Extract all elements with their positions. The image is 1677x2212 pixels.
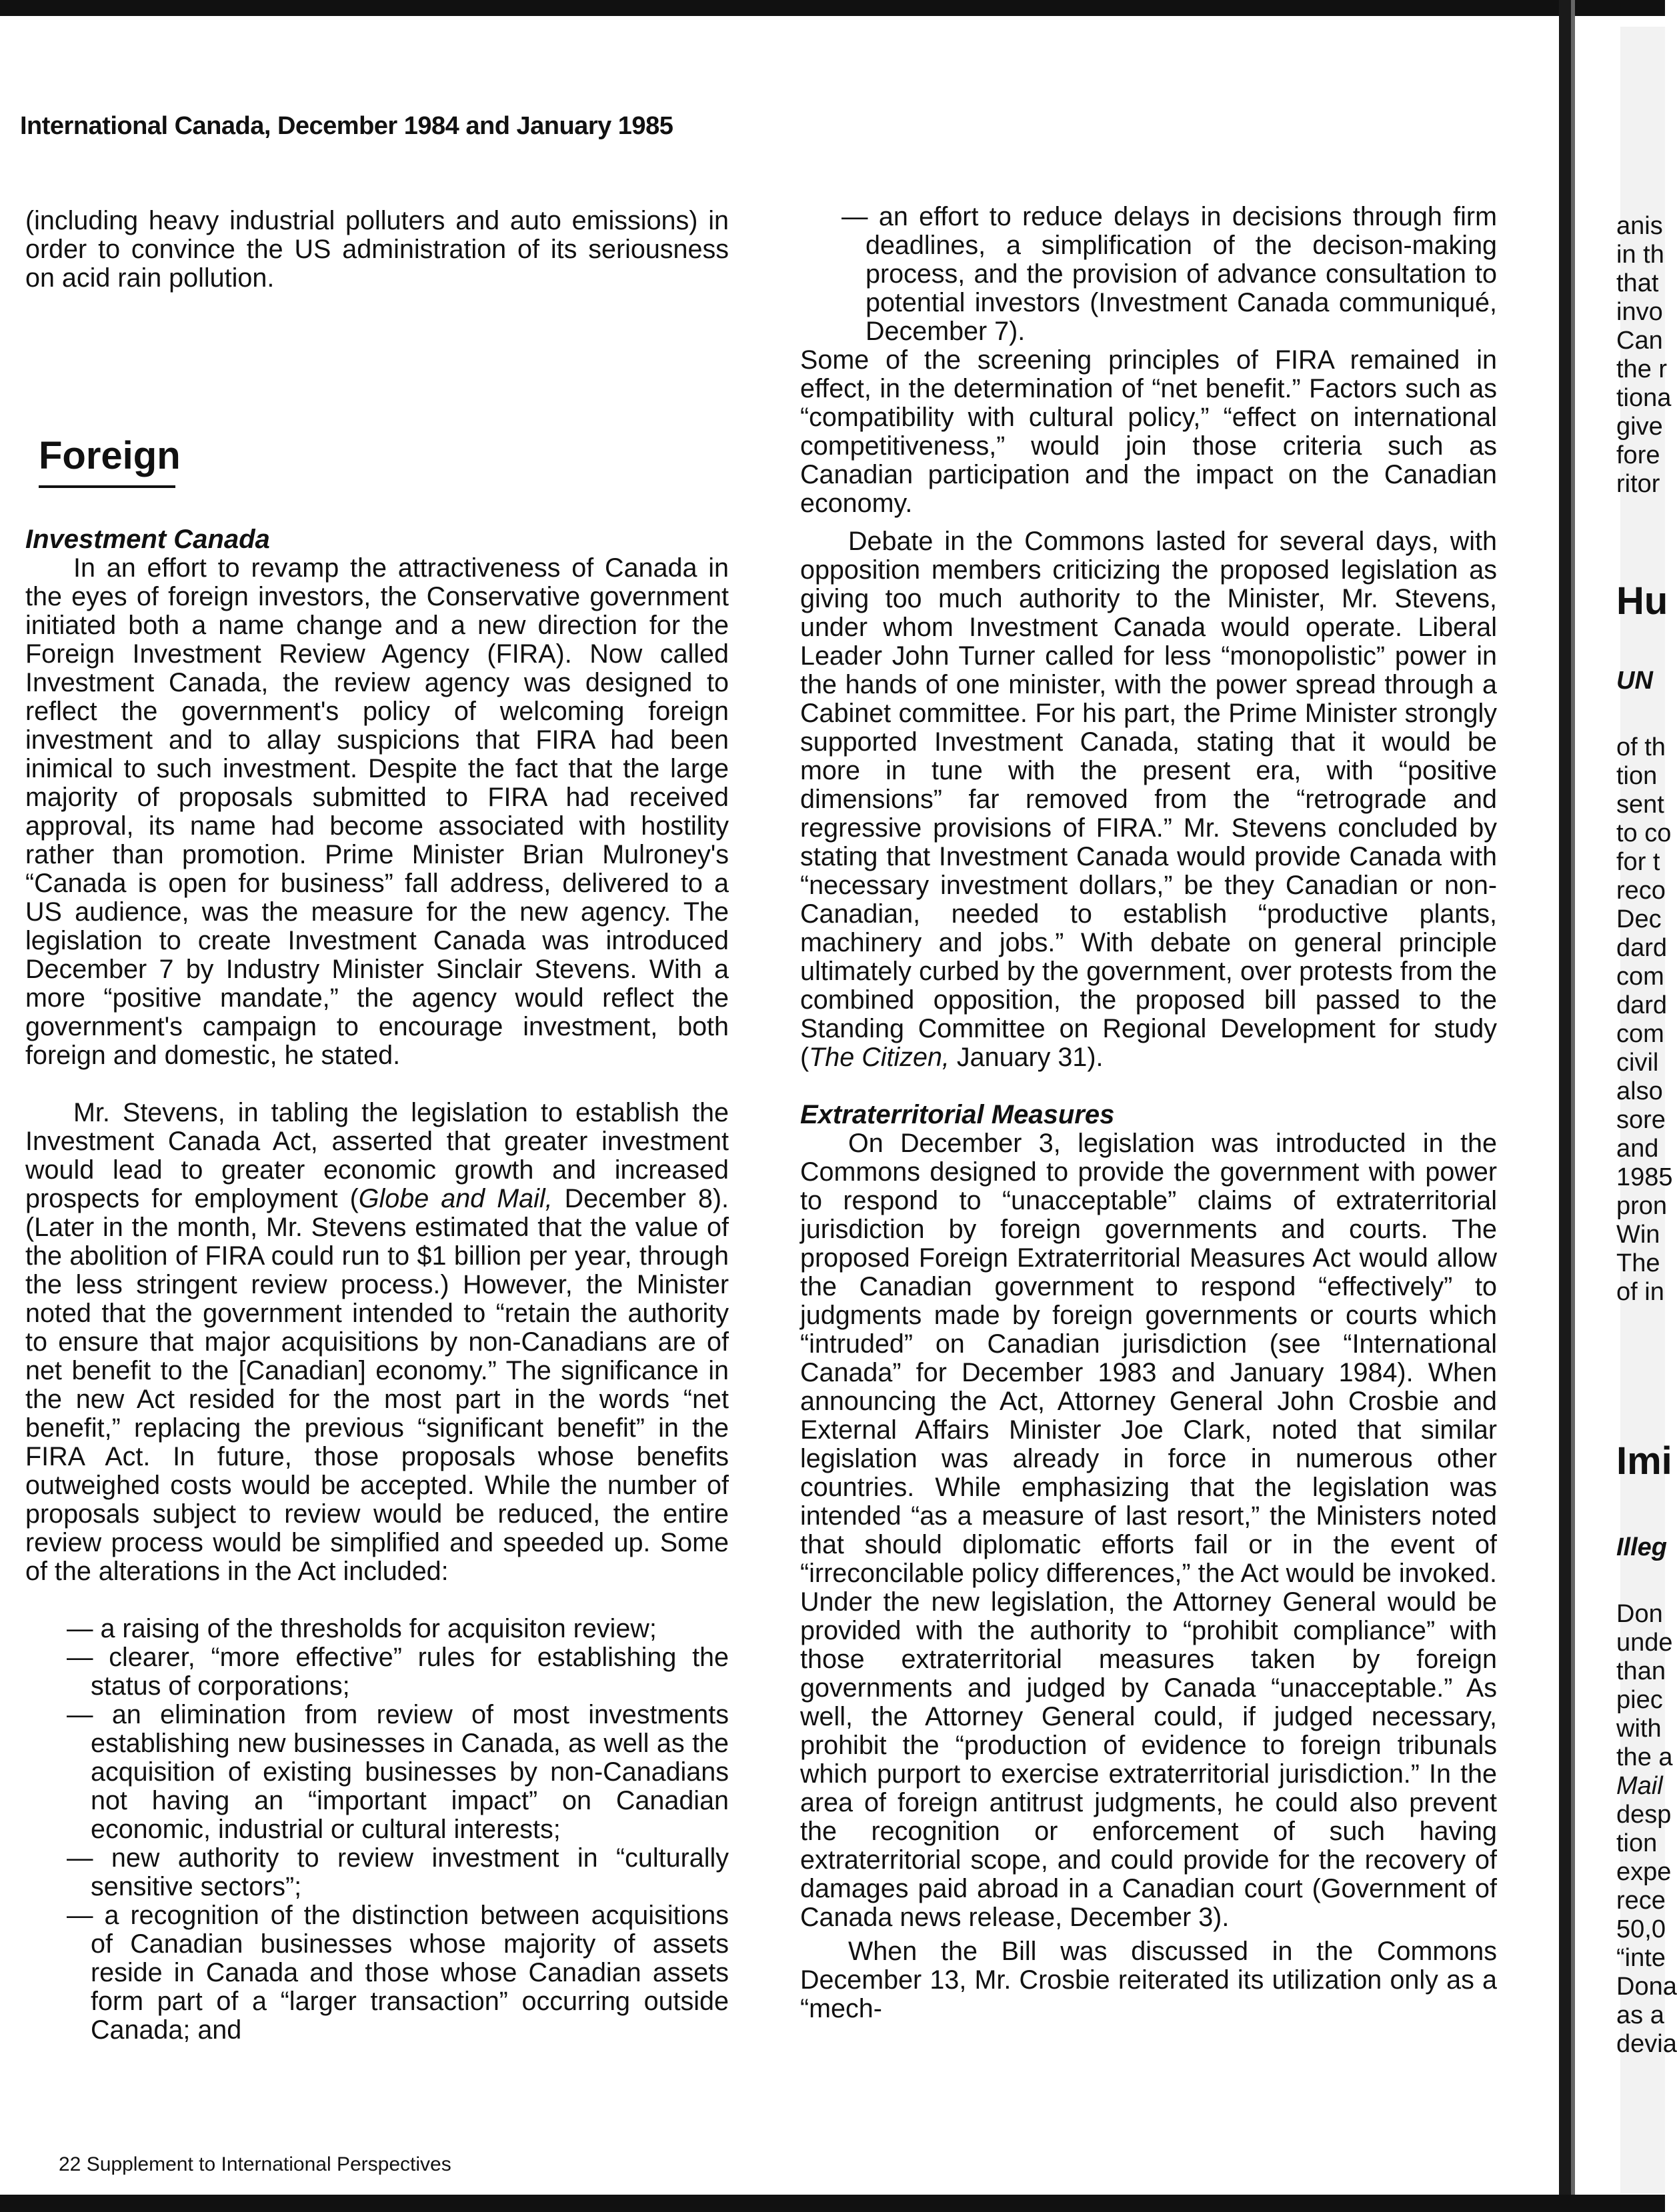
text-fragment: the a: [1616, 1743, 1673, 1771]
text-fragment: as a: [1616, 2001, 1664, 2029]
text-fragment: civil: [1616, 1049, 1659, 1077]
text-fragment: “inte: [1616, 1944, 1666, 1972]
scan-bottom-edge: [0, 2195, 1665, 2212]
alterations-list: [25, 1615, 729, 2045]
subheading-extraterritorial-measures: Extraterritorial Measures: [800, 1100, 1115, 1129]
text-fragment: sent: [1616, 791, 1664, 819]
text-fragment: desp: [1616, 1801, 1672, 1829]
paragraph: Debate in the Commons lasted for several days, with opposition members criticizing the proposed legislation as giving too much authority to the Minister, Mr. Stevens, under whom Investment Canada would operate. Liberal Leader John Turner called for less “monopolistic” power in the hands of one minister, with the power spread through a Cabinet committee. For his part, the Prime Minister strongly supported Investment Canada, stating that it would be more in tune with the present era, with “positive dimensions” far removed from the “retrograde and regressive provisions of FIRA.” Mr. Stevens concluded by stating that Investment Canada would provide Canada with “necessary investment dollars,” be they Canadian or non-Canadian, needed to establish “productive plants, machinery and jobs.” With debate on general principle ultimately curbed by the government, over protests from the combined opposition, the proposed bill passed to the Standing Committee on Regional Development for study (The Citizen, January 31).: [800, 527, 1497, 1072]
text-fragment: invo: [1616, 298, 1663, 326]
section-title: Foreign: [39, 434, 181, 477]
intro-paragraph: (including heavy industrial polluters and auto emissions) in order to convince the US administration of its seriousness on acid rain pollution.: [25, 206, 729, 293]
text-fragment: dard: [1616, 991, 1668, 1019]
page-footer: 22 Supplement to International Perspectives: [59, 2153, 451, 2175]
paragraph: On December 3, legislation was introducted in the Commons designed to provide the government with power to respond to “unacceptable” claims of extraterritorial jurisdiction by foreign governments and courts. The proposed Foreign Extraterritorial Measures Act would allow the Canadian government to respond “effectively” to judgments made by foreign governments or courts which “intruded” on Canadian jurisdiction (see “International Canada” for December 1983 and January 1984). When announcing the Act, Attorney General John Crosbie and External Affairs Minister Joe Clark, noted that similar legislation was already in force in numerous other countries. While emphasizing that the legislation was intended “as a measure of last resort,” the Ministers noted that should diplomatic efforts fail or in the event of “irreconcilable policy differences,” the Act would be invoked. Under the new legislation, the Attorney General would be provided with the authority to “prohibit compliance” with those extraterritorial measures taken by foreign governments and judged by Canada “unacceptable.” As well, the Attorney General could, if judged necessary, prohibit the “production of evidence to foreign tribunals which purport to exercise extraterritorial jurisdiction.” In the area of foreign antitrust judgments, he could also prevent the recognition or enforcement of such having extraterritorial scope, and could provide for the recovery of damages paid abroad in a Canadian court (Government of Canada news release, December 3).: [800, 1129, 1497, 1932]
text-fragment: 50,0: [1616, 1915, 1666, 1943]
section-title-fragment: Imi: [1616, 1439, 1672, 1483]
text-fragment: ritor: [1616, 470, 1660, 498]
paragraph: Some of the screening principles of FIRA remained in effect, in the determination of “net benefit.” Factors such as “compatibility with cultural policy,” “effect on international competitiveness,” would join those criteria such as Canadian participation and the impact on the Canadian economy.: [800, 345, 1497, 518]
section-title-fragment: Hu: [1616, 579, 1668, 623]
text-fragment: The: [1616, 1249, 1660, 1277]
column-middle: [800, 203, 1497, 2023]
text-fragment: devia: [1616, 2030, 1677, 2058]
text-fragment: for t: [1616, 848, 1660, 876]
text-fragment: unde: [1616, 1629, 1673, 1657]
list-item: — clearer, “more effective” rules for establishing the status of corporations;: [67, 1643, 729, 1701]
text-fragment: sore: [1616, 1106, 1666, 1134]
text-fragment: pron: [1616, 1192, 1668, 1220]
text-fragment: Don: [1616, 1600, 1663, 1628]
text-fragment: 1985: [1616, 1163, 1673, 1191]
paragraph: In an effort to revamp the attractiveness of Canada in the eyes of foreign investors, the Conservative government initiated both a name change and a new direction for the Foreign Investment Review Agency (FIRA). Now called Investment Canada, the review agency was designed to reflect the government's policy of welcoming foreign investment and to allay suspicions that FIRA had been inimical to such investment. Despite the fact that the large majority of proposals submitted to FIRA had received approval, its name had become associated with hostility rather than promotion. Prime Minister Brian Mulroney's “Canada is open for business” fall address, delivered to a US audience, was the measure for the new agency. The legislation to create Investment Canada was introduced December 7 by Industry Minister Sinclair Stevens. With a more “positive mandate,” the agency would reflect the government's campaign to encourage investment, both foreign and domestic, he stated.: [25, 553, 729, 1070]
text-fragment: fore: [1616, 441, 1660, 469]
text-fragment: piec: [1616, 1686, 1663, 1714]
scan-top-edge: [0, 0, 1665, 16]
list-item: — a raising of the thresholds for acquisiton review;: [67, 1614, 657, 1643]
text-fragment: and: [1616, 1135, 1659, 1163]
text-fragment: expe: [1616, 1858, 1672, 1886]
page-gutter: [1559, 0, 1571, 2212]
text-fragment: in th: [1616, 241, 1664, 269]
column-left-body: [25, 525, 729, 2045]
paragraph: When the Bill was discussed in the Commons December 13, Mr. Crosbie reiterated its utilization only as a “mech-: [800, 1937, 1497, 2023]
alterations-list-continued: [800, 203, 1497, 346]
text-fragment: the r: [1616, 355, 1668, 383]
column-left: [25, 207, 729, 293]
text-fragment: com: [1616, 963, 1664, 991]
section-title-underline: [39, 485, 175, 488]
list-item: — new authority to review investment in “culturally sensitive sectors”;: [67, 1843, 729, 1901]
text-fragment: than: [1616, 1657, 1666, 1685]
text-fragment: tion: [1616, 762, 1658, 790]
page-gutter-shadow: [1571, 0, 1575, 2212]
text-fragment: tiona: [1616, 384, 1672, 412]
list-item: — an elimination from review of most investments establishing new businesses in Canada, as well as the acquisition of existing businesses by non-Canadians not having an “important impact” on Canadian economic, industrial or cultural interests;: [67, 1700, 729, 1844]
text-fragment: Dec: [1616, 905, 1662, 933]
text-fragment: reco: [1616, 877, 1666, 905]
subheading-fragment: UN: [1616, 667, 1653, 695]
subheading-fragment: Illeg: [1616, 1533, 1668, 1561]
list-item: — a recognition of the distinction between acquisitions of Canadian businesses whose majority of assets reside in Canada and those whose Canadian assets form part of a “larger transaction” occurring outside Canada; and: [67, 1901, 729, 2045]
list-item: — an effort to reduce delays in decisions through firm deadlines, a simplification of the decison-making process, and the provision of advance consultation to potential investors (Investment Canada communiqué, December 7).: [842, 202, 1497, 346]
text-fragment: Mail: [1616, 1772, 1663, 1800]
paragraph: Mr. Stevens, in tabling the legislation to establish the Investment Canada Act, asserted that greater investment would lead to greater economic growth and increased prospects for employment (Globe and Mail, December 8). (Later in the month, Mr. Stevens estimated that the value of the abolition of FIRA could run to $1 billion per year, through the less stringent review process.) However, the Minister noted that the government intended to “retain the authority to ensure that major acquisitions by non-Canadians are of net benefit to the [Canadian] economy.” The significance in the new Act resided for the most part in the words “net benefit,” replacing the previous “significant benefit” in the FIRA Act. In future, those proposals whose benefits outweighed costs would be accepted. While the number of proposals subject to review would be reduced, the entire review process would be simplified and speeded up. Some of the alterations in the Act included:: [25, 1098, 729, 1586]
text-fragment: rece: [1616, 1887, 1666, 1915]
text-fragment: of in: [1616, 1278, 1664, 1306]
text-fragment: dard: [1616, 934, 1668, 962]
adjacent-page-column: [1614, 0, 1677, 2193]
text-fragment: anis: [1616, 212, 1663, 240]
text-fragment: also: [1616, 1077, 1663, 1105]
text-fragment: with: [1616, 1715, 1662, 1743]
text-fragment: com: [1616, 1020, 1664, 1048]
text-fragment: give: [1616, 413, 1663, 441]
text-fragment: Win: [1616, 1221, 1660, 1249]
text-fragment: to co: [1616, 819, 1672, 847]
text-fragment: that: [1616, 269, 1659, 297]
text-fragment: of th: [1616, 733, 1666, 761]
text-fragment: tion: [1616, 1829, 1658, 1857]
text-fragment: Can: [1616, 327, 1663, 355]
text-fragment: Dona: [1616, 1973, 1677, 2001]
subheading-investment-canada: Investment Canada: [25, 525, 270, 554]
running-header: International Canada, December 1984 and January 1985: [20, 112, 673, 140]
